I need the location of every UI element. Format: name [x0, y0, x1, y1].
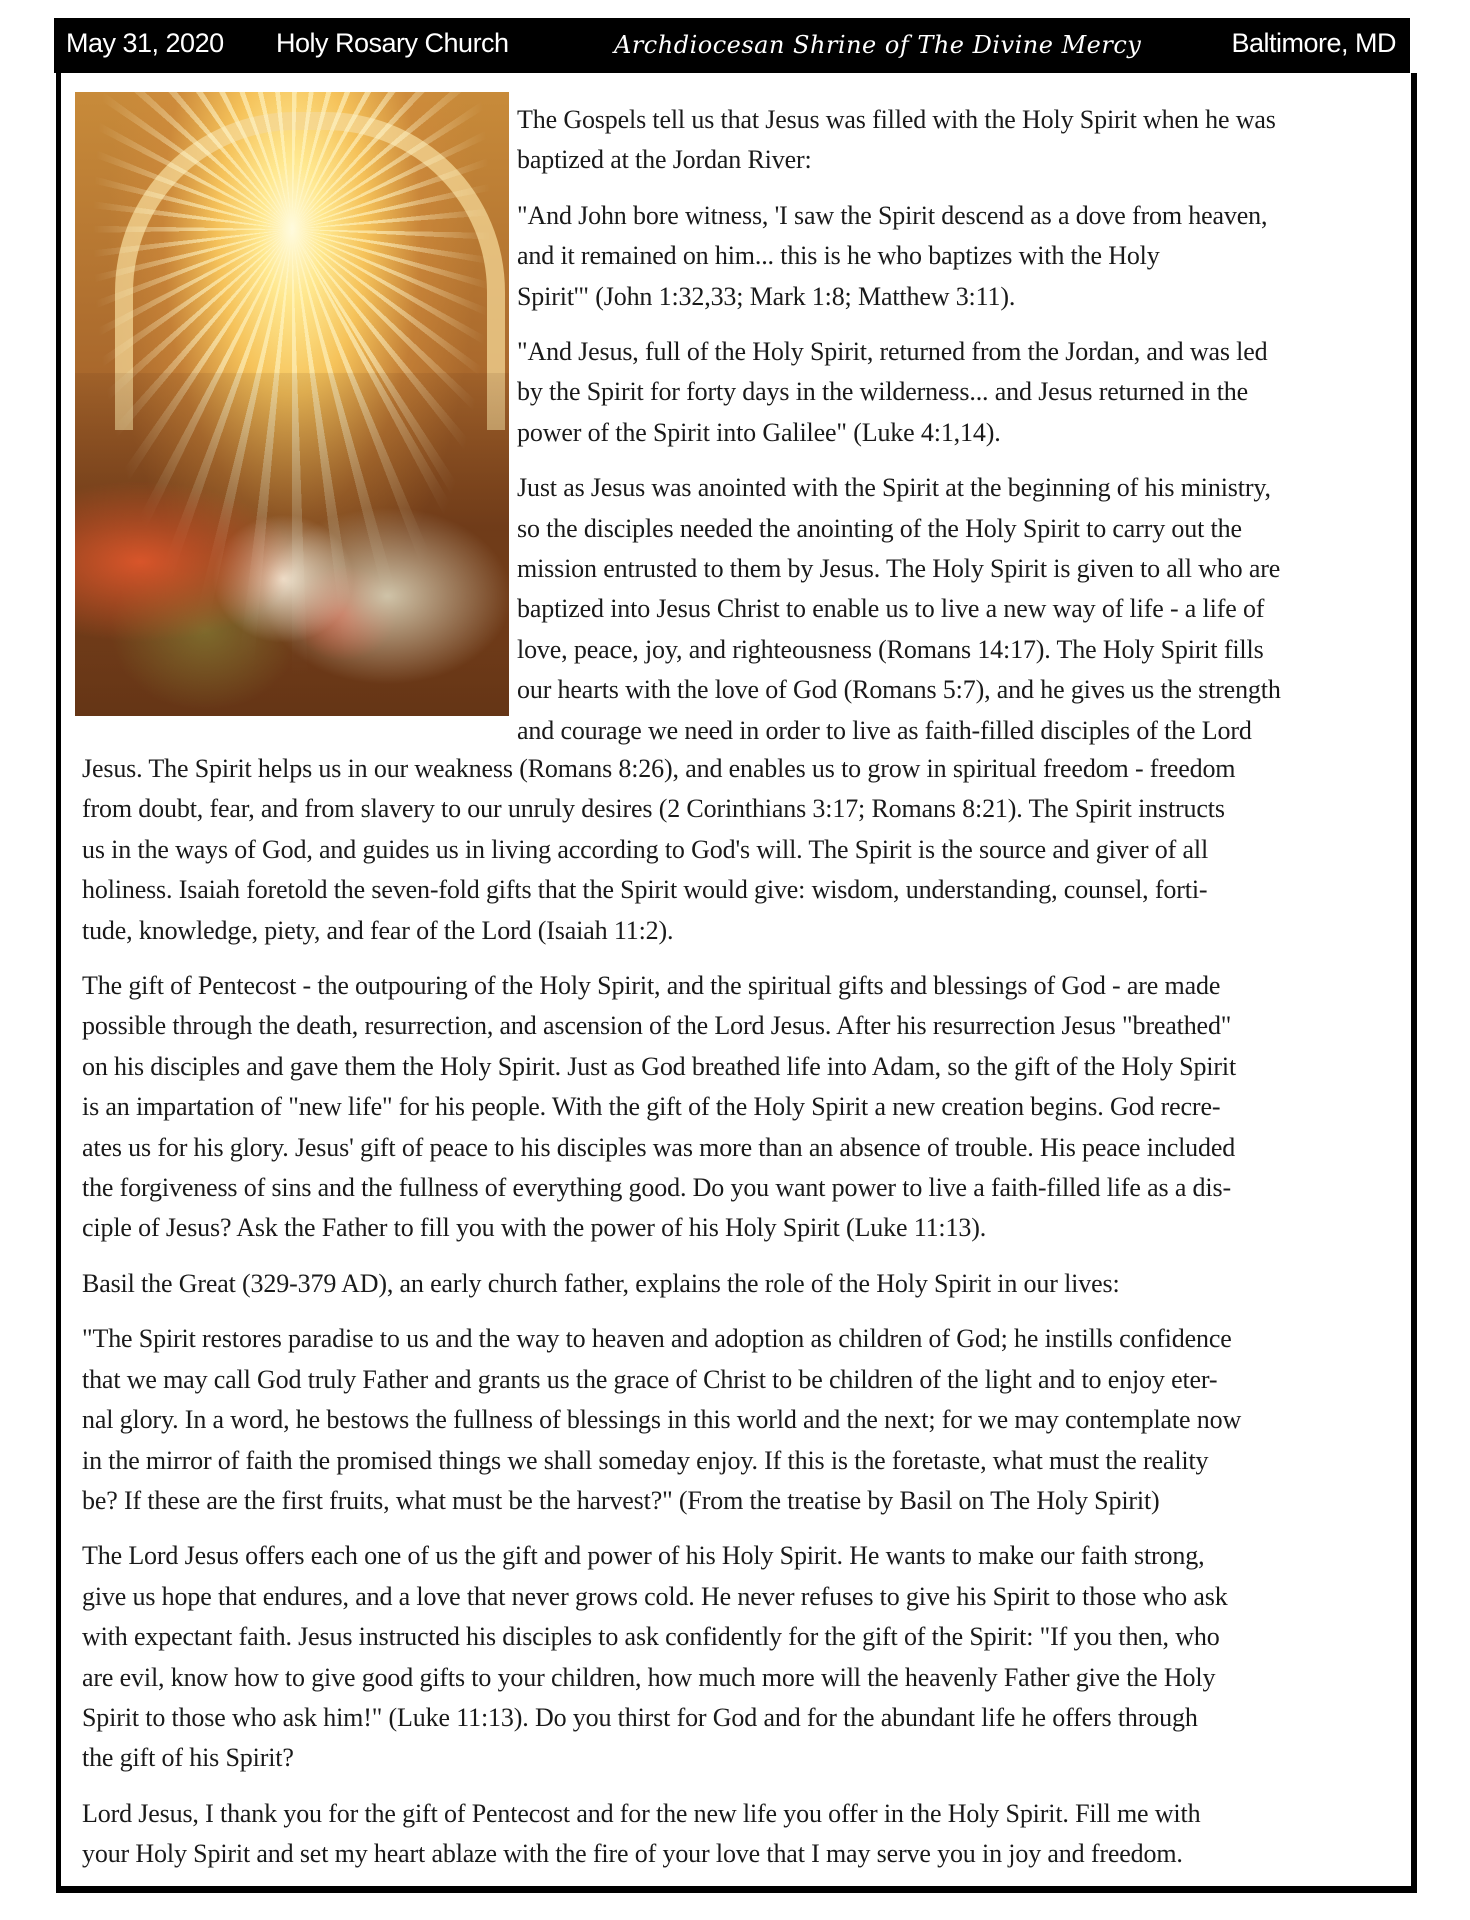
- text-line: The Gospels tell us that Jesus was filled with the Holy Spirit when he was: [517, 105, 1276, 134]
- paragraph-pentecost-gift: [82, 966, 1402, 1249]
- text-line: love, peace, joy, and righteousness (Romans 14:17). The Holy Spirit fills: [517, 634, 1264, 664]
- pentecost-painting: [75, 92, 509, 716]
- text-line: by the Spirit for forty days in the wilderness... and Jesus returned in the: [517, 377, 1249, 407]
- text-line: the gift of his Spirit?: [82, 1743, 294, 1773]
- bulletin-date: May 31, 2020: [66, 28, 224, 58]
- text-line: "And Jesus, full of the Holy Spirit, returned from the Jordan, and was led: [517, 337, 1268, 367]
- text-line: Lord Jesus, I thank you for the gift of Pentecost and for the new life you offer in the Holy Spirit. Fill me with: [82, 1798, 1201, 1828]
- text-line: Spirit'" (John 1:32,33; Mark 1:8; Matthew 3:11).: [517, 281, 1016, 311]
- painting-figures: [75, 373, 509, 716]
- paragraph-basil-quote: [82, 1319, 1402, 1521]
- text-line: are evil, know how to give good gifts to your children, how much more will the heavenly Father give the Holy: [82, 1662, 1216, 1692]
- text-line: nal glory. In a word, he bestows the fullness of blessings in this world and the next; for we may contemplate now: [82, 1405, 1242, 1435]
- church-location: Baltimore, MD: [1231, 28, 1396, 58]
- bulletin-header: [54, 18, 1410, 73]
- text-line: so the disciples needed the anointing of the Holy Spirit to carry out the: [517, 513, 1242, 543]
- paragraph-gift-offer: [82, 1536, 1402, 1778]
- text-line: ciple of Jesus? Ask the Father to fill you with the power of his Holy Spirit (Luke 11:13).: [82, 1213, 987, 1243]
- paragraph-basil-intro: [82, 1264, 1402, 1304]
- text-line: mission entrusted to them by Jesus. The Holy Spirit is given to all who are: [517, 554, 1281, 584]
- text-line: with expectant faith. Jesus instructed his disciples to ask confidently for the gift of the Spirit: "If you then, who: [82, 1622, 1220, 1652]
- church-name: Holy Rosary Church: [276, 28, 509, 58]
- text-line: ates us for his glory. Jesus' gift of peace to his disciples was more than an absence of trouble. His peace included: [82, 1132, 1236, 1162]
- text-line: Spirit to those who ask him!" (Luke 11:13). Do you thirst for God and for the abundant life he offers through: [82, 1702, 1198, 1732]
- text-line: power of the Spirit into Galilee" (Luke 4:1,14).: [517, 417, 1001, 447]
- paragraph-anointing-continued: [82, 749, 1402, 951]
- paragraph-john-quote: [517, 196, 1397, 317]
- text-line: our hearts with the love of God (Romans 5:7), and he gives us the strength: [517, 675, 1281, 705]
- text-line: holiness. Isaiah foretold the seven-fold gifts that the Spirit would give: wisdom, understanding, counsel, forti-: [82, 875, 1208, 905]
- shrine-title: Archdiocesan Shrine of The Divine Mercy: [614, 31, 1142, 59]
- text-line: Jesus. The Spirit helps us in our weakness (Romans 8:26), and enables us to grow in spiritual freedom - freedom: [82, 754, 1236, 783]
- text-line: your Holy Spirit and set my heart ablaze with the fire of your love that I may serve you in joy and freedom.: [82, 1839, 1183, 1869]
- paragraph-anointing: [517, 468, 1397, 751]
- text-line: us in the ways of God, and guides us in living according to God's will. The Spirit is the source and giver of all: [82, 834, 1209, 864]
- paragraph-luke-quote: [517, 332, 1397, 453]
- text-line: Just as Jesus was anointed with the Spirit at the beginning of his ministry,: [517, 473, 1271, 503]
- text-line: The Lord Jesus offers each one of us the gift and power of his Holy Spirit. He wants to make our faith strong,: [82, 1541, 1205, 1571]
- text-line: be? If these are the first fruits, what must be the harvest?" (From the treatise by Basil on The Holy Spirit): [82, 1485, 1160, 1515]
- text-line: and courage we need in order to live as faith-filled disciples of the Lord: [517, 715, 1252, 745]
- text-line: is an impartation of "new life" for his people. With the gift of the Holy Spirit a new creation begins. God recre-: [82, 1092, 1221, 1122]
- text-line: in the mirror of faith the promised things we shall someday enjoy. If this is the foretaste, what must the reality: [82, 1445, 1209, 1475]
- text-line: on his disciples and gave them the Holy Spirit. Just as God breathed life into Adam, so the gift of the Holy Spirit: [82, 1051, 1237, 1081]
- text-line: give us hope that endures, and a love that never grows cold. He never refuses to give his Spirit to those who ask: [82, 1581, 1228, 1611]
- text-line: from doubt, fear, and from slavery to our unruly desires (2 Corinthians 3:17; Romans 8:21). The Spirit instructs: [82, 794, 1225, 824]
- paragraph-closing-prayer: [82, 1794, 1402, 1875]
- paragraph-intro: [517, 100, 1397, 181]
- text-line: "The Spirit restores paradise to us and the way to heaven and adoption as children of God; he instills confidence: [82, 1324, 1232, 1354]
- text-line: The gift of Pentecost - the outpouring of the Holy Spirit, and the spiritual gifts and blessings of God - are made: [82, 971, 1221, 1001]
- text-line: and it remained on him... this is he who baptizes with the Holy: [517, 241, 1160, 271]
- text-line: baptized at the Jordan River:: [517, 145, 812, 175]
- wrapped-text-column: [517, 100, 1397, 751]
- full-width-text: [82, 749, 1402, 1890]
- text-line: Basil the Great (329-379 AD), an early church father, explains the role of the Holy Spirit in our lives:: [82, 1268, 1120, 1298]
- text-line: the forgiveness of sins and the fullness of everything good. Do you want power to live a faith-filled life as a dis-: [82, 1173, 1231, 1203]
- text-line: "And John bore witness, 'I saw the Spirit descend as a dove from heaven,: [517, 200, 1268, 230]
- text-line: possible through the death, resurrection, and ascension of the Lord Jesus. After his resurrection Jesus "breathed": [82, 1011, 1232, 1041]
- text-line: tude, knowledge, piety, and fear of the Lord (Isaiah 11:2).: [82, 915, 674, 945]
- text-line: baptized into Jesus Christ to enable us to live a new way of life - a life of: [517, 594, 1265, 624]
- text-line: that we may call God truly Father and grants us the grace of Christ to be children of the light and to enjoy eter-: [82, 1364, 1218, 1394]
